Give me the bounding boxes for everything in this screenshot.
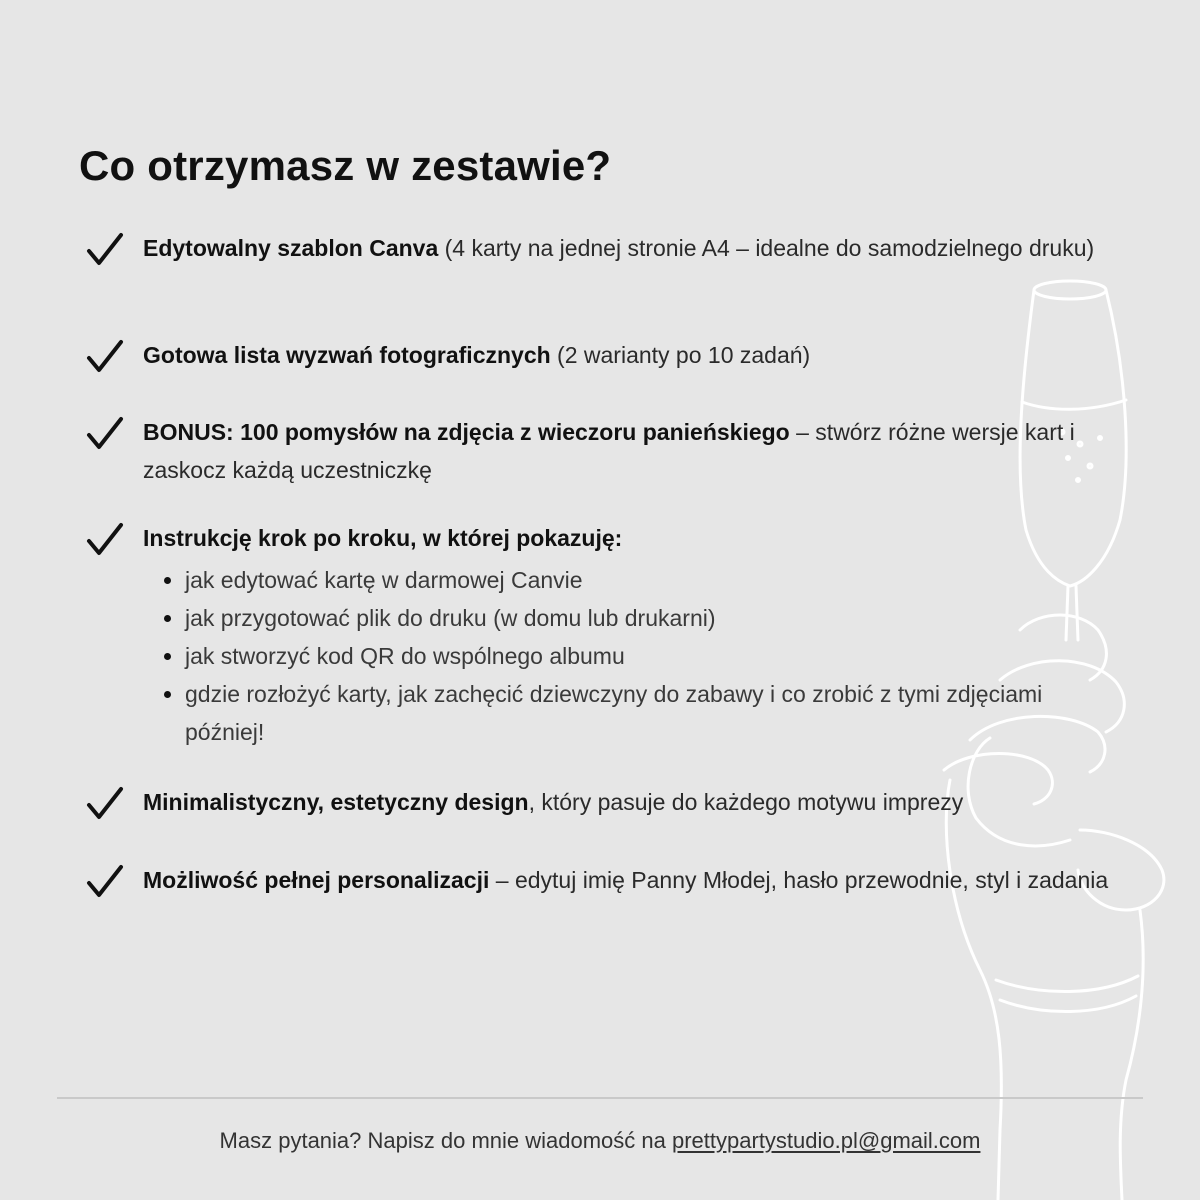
checkmark-icon <box>85 338 125 376</box>
bullet-dot-icon <box>164 653 171 660</box>
list-item-bold: Minimalistyczny, estetyczny design <box>143 789 529 815</box>
list-item-rest: – stwórz różne wersje kart i zaskocz każdą uczestniczkę <box>143 419 1075 483</box>
list-item-text <box>143 336 1115 374</box>
checkmark-icon <box>85 521 125 559</box>
list-item-bold: Edytowalny szablon Canva <box>143 235 439 261</box>
list-item-text <box>143 861 1115 899</box>
footer-text: Masz pytania? Napisz do mnie wiadomość na <box>219 1128 672 1153</box>
instructions-list <box>185 561 1045 751</box>
list-item-rest: , który pasuje do każdego motywu imprezy <box>528 789 964 815</box>
checkmark-icon <box>85 785 125 823</box>
list-item-text <box>143 783 1115 821</box>
list-item-bold: Instrukcję krok po kroku, w której pokazuję: <box>143 525 623 551</box>
instruction-item <box>185 637 1045 675</box>
instruction-text: jak przygotować plik do druku (w domu lub drukarni) <box>185 605 716 631</box>
instruction-item <box>185 561 1045 599</box>
footer <box>0 1128 1200 1154</box>
page-title: Co otrzymasz w zestawie? <box>79 142 612 189</box>
list-item-bold: Gotowa lista wyzwań fotograficznych <box>143 342 551 368</box>
list-item-bold: BONUS: 100 pomysłów na zdjęcia z wieczoru panieńskiego <box>143 419 790 445</box>
checkmark-icon <box>85 863 125 901</box>
bullet-dot-icon <box>164 577 171 584</box>
bullet-dot-icon <box>164 691 171 698</box>
instruction-text: gdzie rozłożyć karty, jak zachęcić dziewczyny do zabawy i co zrobić z tymi zdjęciami później! <box>185 681 1043 745</box>
list-item-text <box>143 413 1115 489</box>
instruction-text: jak edytować kartę w darmowej Canvie <box>185 567 583 593</box>
bullet-dot-icon <box>164 615 171 622</box>
checkmark-icon <box>85 231 125 269</box>
list-item-rest: (2 warianty po 10 zadań) <box>550 342 811 368</box>
list-item-text <box>143 519 1115 557</box>
footer-divider <box>57 1097 1143 1099</box>
list-item-rest: (4 karty na jednej stronie A4 – idealne do samodzielnego druku) <box>438 235 1095 261</box>
list-item-rest: – edytuj imię Panny Młodej, hasło przewodnie, styl i zadania <box>489 867 1109 893</box>
instruction-item <box>185 675 1045 751</box>
checkmark-icon <box>85 415 125 453</box>
list-item-bold: Możliwość pełnej personalizacji <box>143 867 490 893</box>
instruction-item <box>185 599 1045 637</box>
email-link[interactable]: prettypartystudio.pl@gmail.com <box>672 1128 981 1153</box>
list-item-text <box>143 229 1115 267</box>
instruction-text: jak stworzyć kod QR do wspólnego albumu <box>185 643 625 669</box>
